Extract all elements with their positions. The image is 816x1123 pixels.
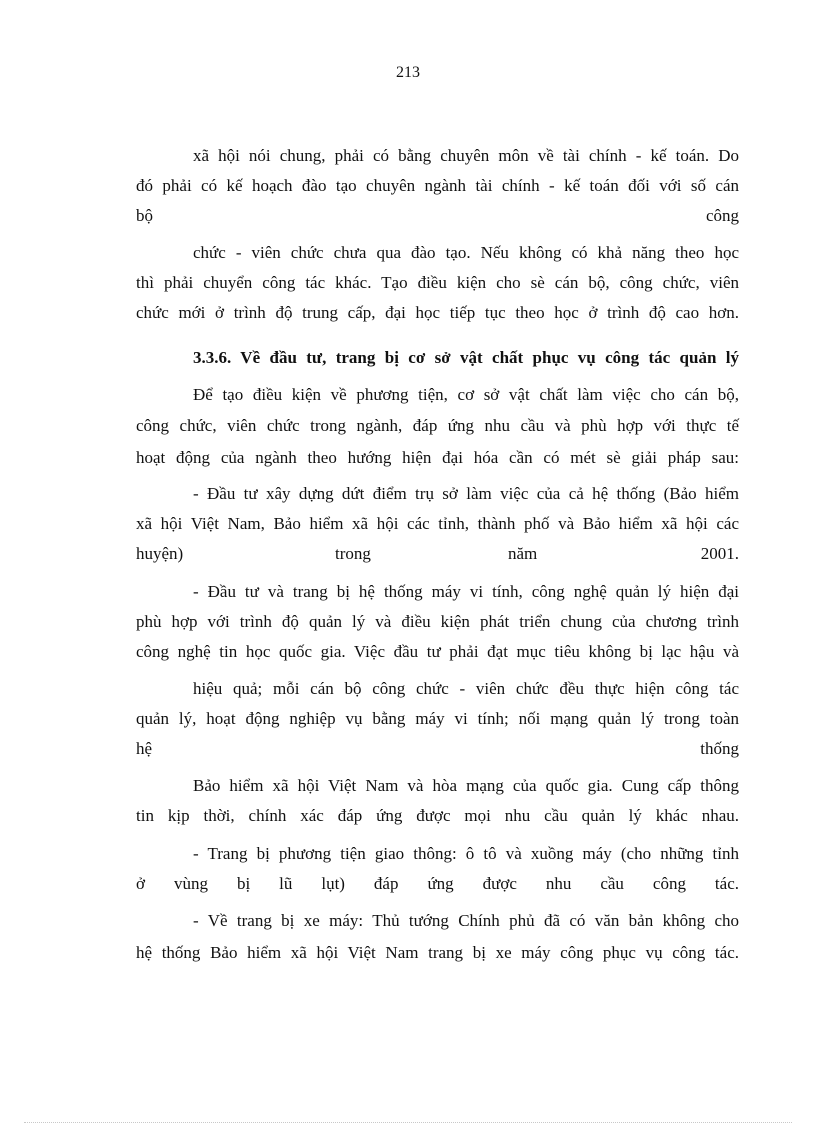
body-text-line (136, 205, 739, 227)
page-number: 213 (396, 64, 420, 81)
body-text-line: đó phải có kế hoạch đào tạo chuyên ngành tài chính - kế toán đối với số cán (136, 176, 739, 195)
body-text-line: - Đầu tư xây dựng dứt điểm trụ sở làm việc của cả hệ thống (Bảo hiểm (193, 484, 739, 503)
text-fragment: hệ (136, 739, 153, 758)
body-text-line: hiệu quả; mỗi cán bộ công chức - viên chức đều thực hiện công tác (193, 679, 739, 698)
body-text-line: phù hợp với trình độ quản lý và điều kiện phát triển chung của chương trình (136, 612, 739, 631)
body-text-line: xã hội Việt Nam, Bảo hiểm xã hội các tỉnh, thành phố và Bảo hiểm xã hội các (136, 514, 739, 533)
body-text-line: tin kịp thời, chính xác đáp ứng được mọi nhu cầu quản lý khác nhau. (136, 806, 739, 825)
body-text-line: chức mới ở trình độ trung cấp, đại học tiếp tục theo học ở trình độ cao hơn. (136, 303, 739, 322)
body-text-line: xã hội nói chung, phải có bằng chuyên môn về tài chính - kế toán. Do (193, 146, 739, 165)
body-text-line: - Về trang bị xe máy: Thủ tướng Chính phủ đã có văn bản không cho (193, 911, 739, 930)
body-text-line: quản lý, hoạt động nghiệp vụ bằng máy vi tính; nối mạng quản lý trong toàn (136, 709, 739, 728)
body-text-line: Để tạo điều kiện về phương tiện, cơ sở vật chất làm việc cho cán bộ, (193, 385, 739, 404)
text-fragment: công (705, 206, 739, 225)
body-text-line (136, 738, 739, 760)
body-text-line: Bảo hiểm xã hội Việt Nam và hòa mạng của quốc gia. Cung cấp thông (193, 776, 739, 795)
body-text-line: - Đầu tư và trang bị hệ thống máy vi tính, công nghệ quản lý hiện đại (193, 582, 739, 601)
body-text-line: công chức, viên chức trong ngành, đáp ứng nhu cầu và phù hợp với thực tế (136, 416, 739, 435)
body-text-line: hoạt động của ngành theo hướng hiện đại hóa cần có mét sè giải pháp sau: (136, 448, 739, 467)
text-fragment: huyện) (136, 544, 184, 563)
body-text-line: hệ thống Bảo hiểm xã hội Việt Nam trang bị xe máy công phục vụ công tác. (136, 943, 739, 962)
text-fragment: 2001. (700, 544, 739, 563)
text-fragment: bộ (136, 206, 153, 225)
section-heading: 3.3.6. Về đầu tư, trang bị cơ sở vật chất phục vụ công tác quản lý (193, 348, 739, 367)
text-fragment: thống (700, 739, 739, 758)
body-text-line: chức - viên chức chưa qua đào tạo. Nếu không có khả năng theo học (193, 243, 739, 262)
text-fragment: năm (508, 544, 538, 563)
body-text-line: thì phải chuyển công tác khác. Tạo điều kiện cho sè cán bộ, công chức, viên (136, 273, 739, 292)
text-fragment: trong (335, 544, 371, 563)
body-text-line: - Trang bị phương tiện giao thông: ô tô và xuồng máy (cho những tỉnh (193, 844, 739, 863)
body-text-line: ở vùng bị lũ lụt) đáp ứng được nhu cầu công tác. (136, 874, 739, 893)
body-text-line: công nghệ tin học quốc gia. Việc đầu tư phải đạt mục tiêu không bị lạc hậu và (136, 642, 739, 661)
